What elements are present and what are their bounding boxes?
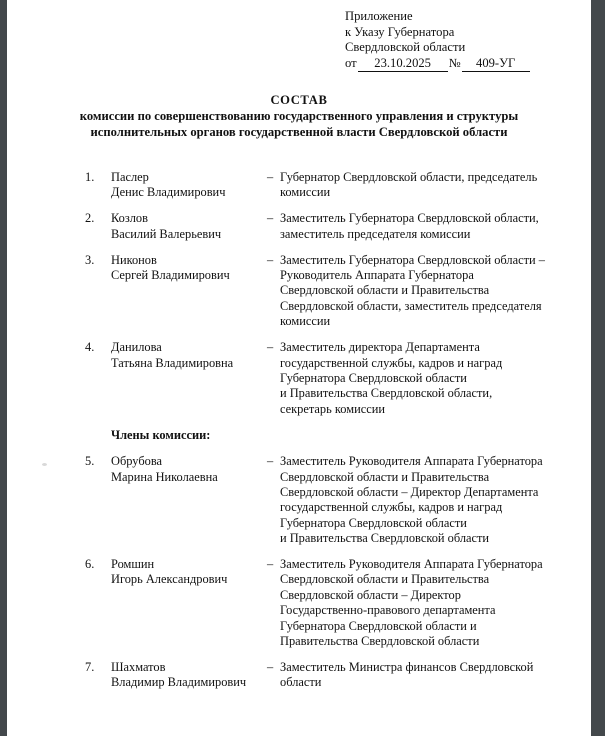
member-position-line: Губернатора Свердловской области и [280,618,477,633]
date-label: от [345,55,357,70]
member-position-line: Правительства Свердловской области [280,634,480,649]
title-main: СОСТАВ [270,93,328,107]
header-line-region: Свердловской области [345,40,466,55]
member-position-line: Губернатора Свердловской области [280,515,467,530]
member-position-line: государственной службы, кадров и наград [280,500,503,515]
member-name [111,340,267,371]
entry-dash-separator: – [267,340,274,355]
member-position-line: комиссии [280,314,331,329]
member-surname: Обрубова [111,454,163,469]
member-surname: Шахматов [111,659,166,674]
member-position-description [280,170,591,201]
title-subtitle-line-1: комиссии по совершенствованию государственного управления и структуры [79,109,519,124]
member-name [111,211,267,242]
member-position-line: Государственно-правового департамента [280,603,496,618]
member-number: 3. [85,252,95,267]
member-given-name: Марина Николаевна [111,469,218,484]
member-given-name: Владимир Владимирович [111,675,247,690]
member-position-line: Губернатора Свердловской области [280,370,467,385]
entry-dash-separator: – [267,659,274,674]
member-entry [7,170,591,201]
viewer-left-gutter [0,0,7,736]
member-number: 2. [85,211,95,226]
entry-dash-separator: – [267,170,274,184]
member-position-line: Заместитель Министра финансов Свердловской [280,659,534,674]
member-name [111,660,267,691]
member-surname: Паслер [111,170,149,184]
member-position-description [280,253,591,330]
member-entry [7,253,591,330]
document-title [7,92,591,141]
member-position-description [280,340,591,417]
viewer-right-gutter [591,0,605,736]
header-line-decree: к Указу Губернатора [345,24,455,39]
member-entry [7,660,591,691]
entry-dash-separator: – [267,454,274,469]
member-position-line: государственной службы, кадров и наград [280,355,503,370]
member-position-line: Заместитель Губернатора Свердловской области, [280,211,539,226]
member-position-line: Заместитель Руководителя Аппарата Губернатора [280,454,543,469]
member-number: 5. [85,454,95,469]
member-entry [7,211,591,242]
member-position-line: Свердловской области – Директор [280,587,461,602]
member-surname: Никонов [111,252,157,267]
member-position-line: заместитель председателя комиссии [280,226,471,241]
member-name [111,170,267,201]
entry-dash-separator: – [267,557,274,572]
document-header [345,9,531,72]
header-line-appendix: Приложение [345,9,413,23]
date-value: 23.10.2025 [358,56,448,73]
member-number: 1. [85,170,95,184]
member-position-line: Руководитель Аппарата Губернатора [280,268,474,283]
member-position-line: Свердловской области и Правительства [280,283,490,298]
member-given-name: Татьяна Владимировна [111,355,234,370]
members-section-heading: Члены комиссии: [111,427,211,442]
member-position-line: секретарь комиссии [280,401,385,416]
entry-dash-separator: – [267,211,274,226]
title-subtitle-line-2: исполнительных органов государственной власти Свердловской области [90,125,508,140]
member-position-line: Свердловской области, заместитель председателя [280,298,542,313]
member-position-description [280,660,591,691]
member-number: 6. [85,557,95,572]
member-entry [7,454,591,546]
member-surname: Данилова [111,340,162,355]
member-surname: Ромшин [111,557,155,572]
member-position-description [280,557,591,649]
number-label: № [448,55,461,70]
member-name [111,253,267,284]
member-position-line: Свердловской области – Директор Департамента [280,484,539,499]
member-position-line: комиссии [280,185,331,200]
member-surname: Козлов [111,211,148,226]
member-position-line: Свердловской области и Правительства [280,469,490,484]
entry-dash-separator: – [267,252,274,267]
member-position-line: области [280,675,322,690]
member-given-name: Сергей Владимирович [111,268,230,283]
member-position-line: и Правительства Свердловской области, [280,386,493,401]
member-name [111,454,267,485]
member-position-line: Свердловской области и Правительства [280,572,490,587]
member-entry [7,557,591,649]
header-line-date-number [345,56,531,73]
member-number: 4. [85,340,95,355]
member-position-description [280,211,591,242]
member-given-name: Денис Владимирович [111,185,226,200]
number-value: 409-УГ [462,56,530,73]
member-position-description [280,454,591,546]
member-position-line: Заместитель Руководителя Аппарата Губернатора [280,557,543,572]
member-name [111,557,267,588]
member-position-line: Заместитель директора Департамента [280,340,480,355]
commission-member-list [7,170,591,701]
member-number: 7. [85,659,95,674]
member-position-line: Губернатор Свердловской области, председатель [280,170,538,184]
document-page [7,0,591,736]
member-given-name: Игорь Александрович [111,572,228,587]
member-position-line: и Правительства Свердловской области [280,531,490,546]
member-position-line: Заместитель Губернатора Свердловской области – [280,252,545,267]
member-entry [7,340,591,417]
member-given-name: Василий Валерьевич [111,226,222,241]
